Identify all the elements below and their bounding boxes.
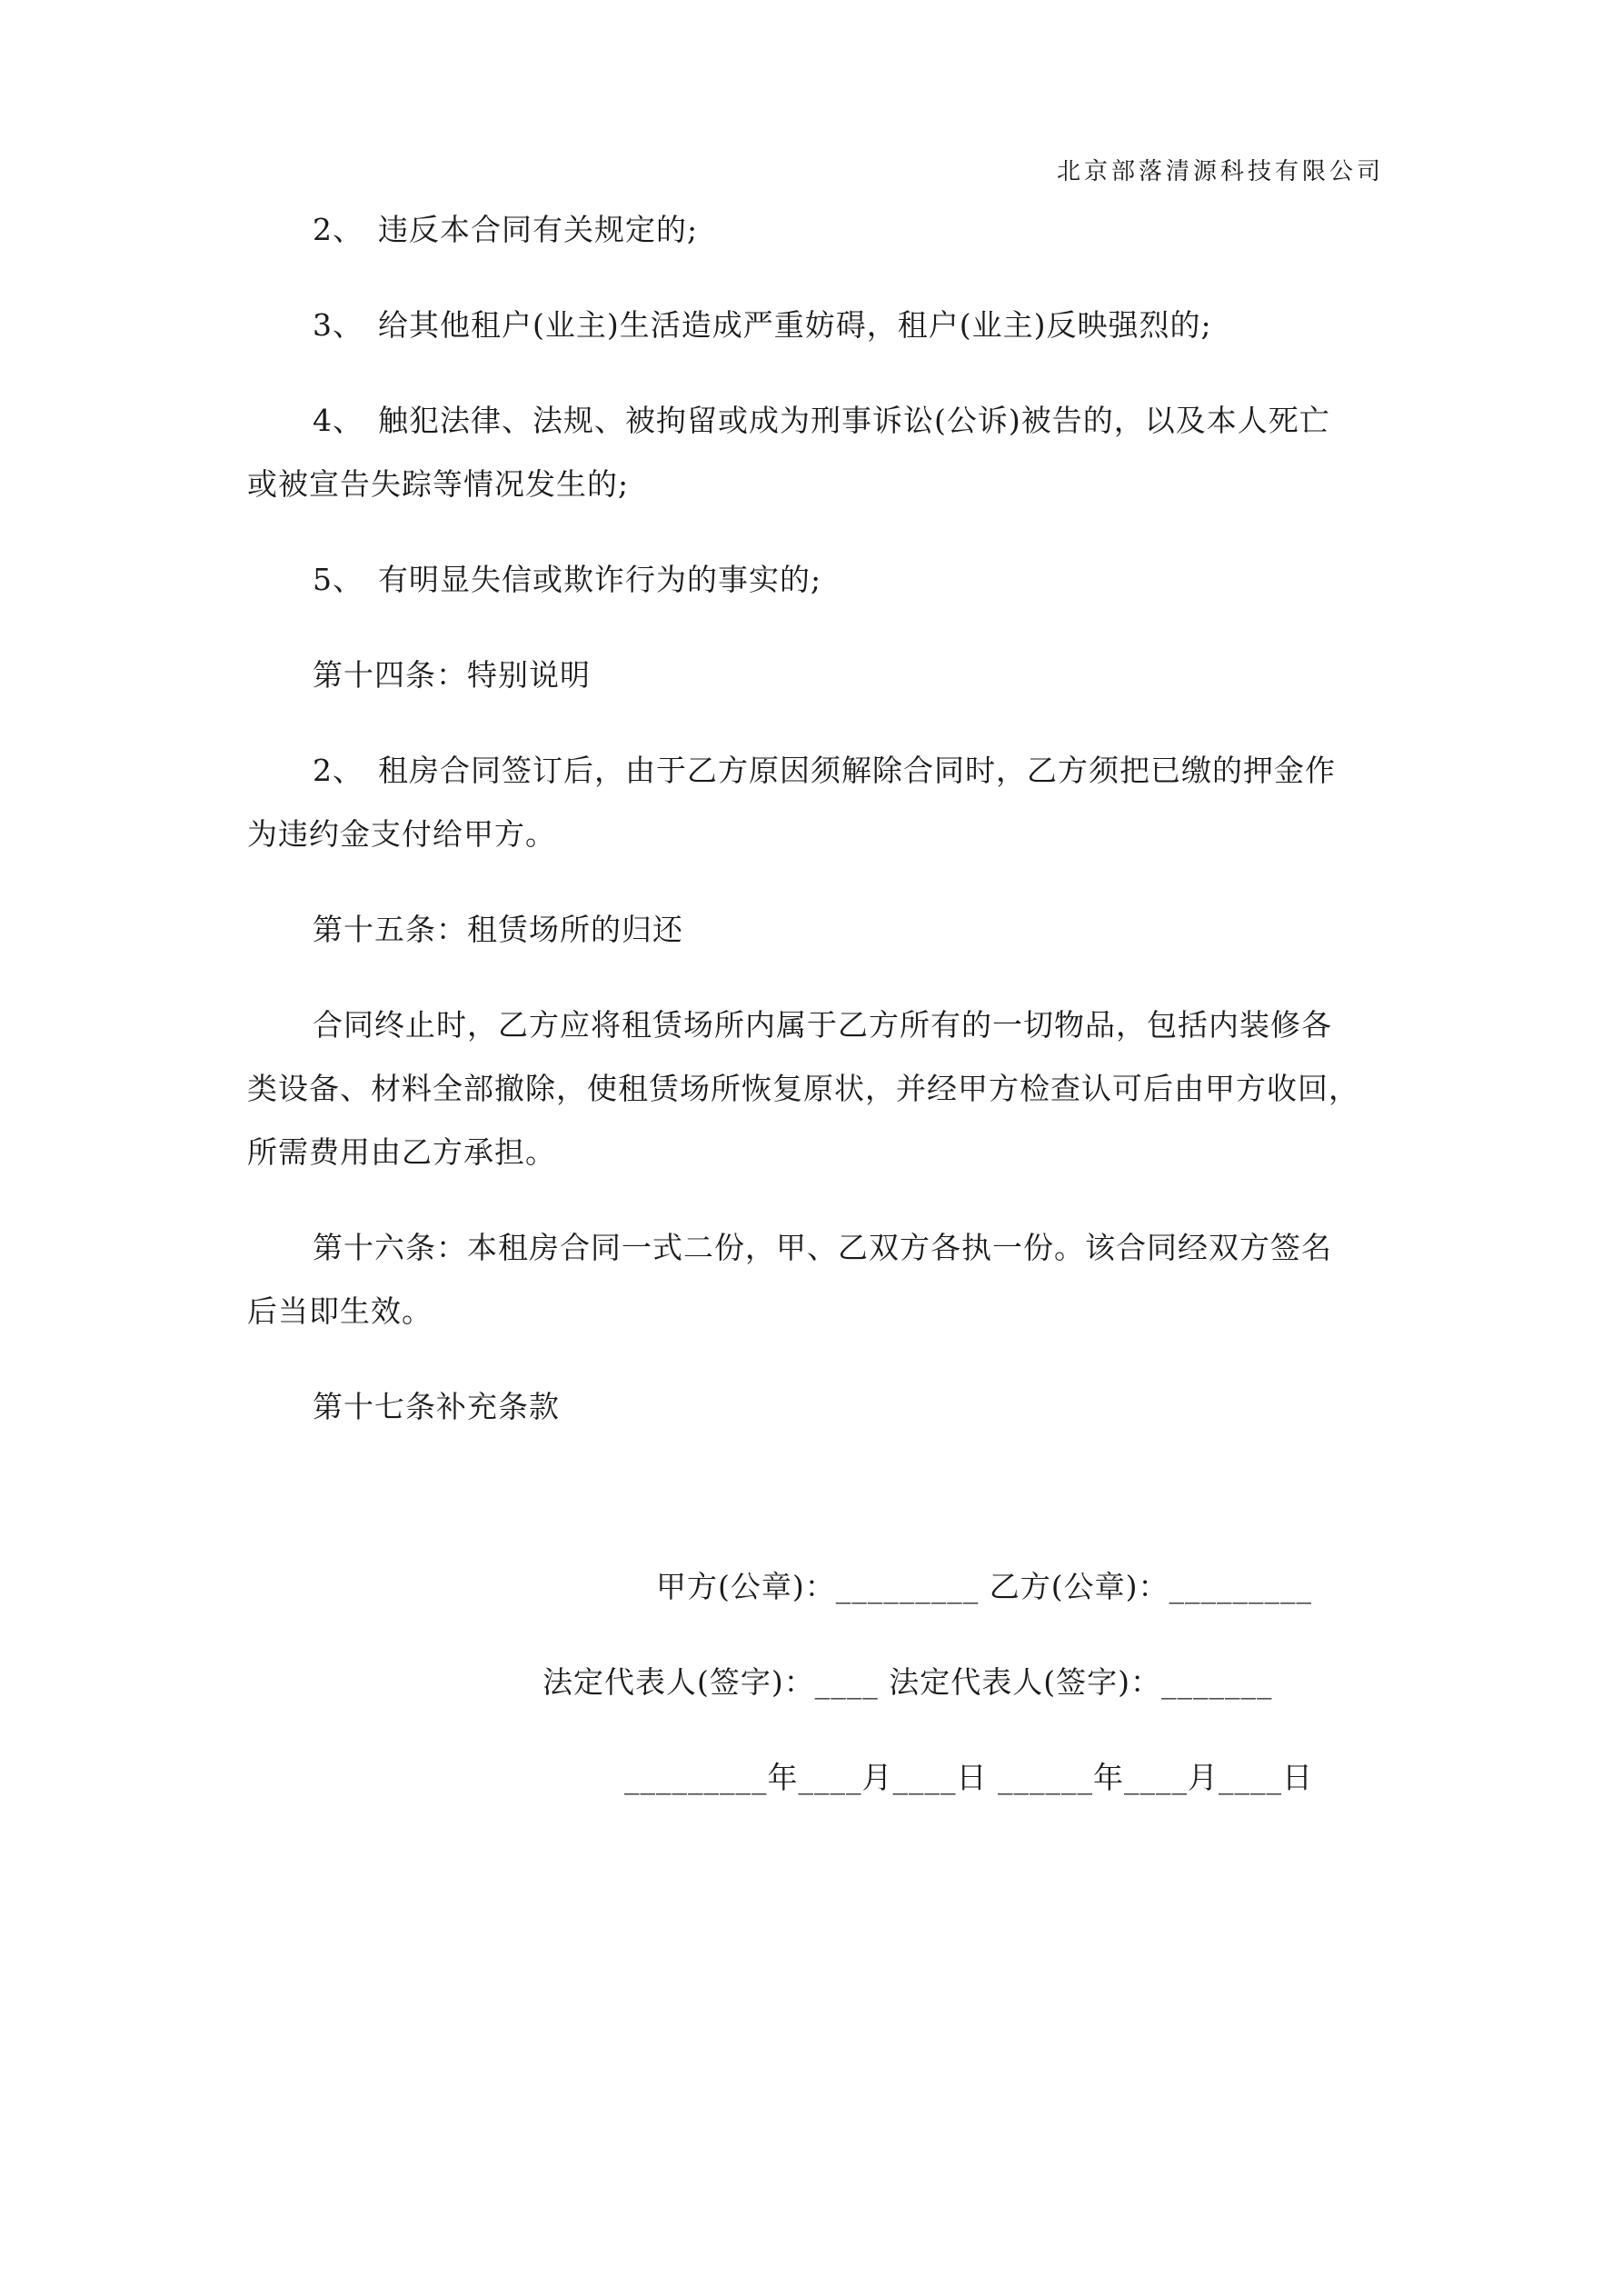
clause-item-3 [247,294,1448,357]
article-15-body-line1: 合同终止时，乙方应将租赁场所内属于乙方所有的一切物品，包括内装修各 [313,1007,1332,1043]
clause-number: 3、 [313,307,363,343]
clause-text: 给其他租户(业主)生活造成严重妨碍，租户(业主)反映强烈的; [378,307,1212,343]
clause-text: 租房合同签订后，由于乙方原因须解除合同时，乙方须把已缴的押金作 [378,753,1336,788]
article-14-title: 第十四条：特别说明 [313,657,591,693]
signature-seal-line: 甲方(公章)：_________ 乙方(公章)：_________ [656,1569,1312,1604]
clause-item-5 [247,548,1448,612]
clause-text: 触犯法律、法规、被拘留或成为刑事诉讼(公诉)被告的，以及本人死亡 [378,403,1330,438]
clause-number: 5、 [313,562,363,597]
clause-item-4-line1 [247,389,1448,453]
article-14-item-2-line2: 为违约金支付给甲方。 [247,816,556,852]
clause-item-4-line2: 或被宣告失踪等情况发生的; [247,466,630,502]
clause-text: 违反本合同有关规定的; [378,212,699,247]
article-14-item-2-line1 [247,739,1448,803]
header-company-name: 北京部落清源科技有限公司 [1056,158,1384,185]
clause-number: 4、 [313,403,363,438]
article-15-body-line2: 类设备、材料全部撤除，使租赁场所恢复原状，并经甲方检查认可后由甲方收回， [247,1071,1359,1106]
clause-text: 有明显失信或欺诈行为的事实的; [378,562,822,597]
clause-item-2 [247,198,1448,262]
signature-date-line: _________年____月____日 ______年____月____日 [624,1760,1313,1795]
signature-representative-line: 法定代表人(签字)：____ 法定代表人(签字)：_______ [542,1664,1273,1700]
article-16-line2: 后当即生效。 [247,1293,433,1329]
article-16-line1: 第十六条：本租房合同一式二份，甲、乙双方各执一份。该合同经双方签名 [313,1230,1332,1265]
clause-number: 2、 [313,753,363,788]
article-15-title: 第十五条：租赁场所的归还 [313,912,683,947]
clause-number: 2、 [313,212,363,247]
article-15-body-line3: 所需费用由乙方承担。 [247,1134,556,1170]
article-17-title: 第十七条补充条款 [313,1389,560,1424]
